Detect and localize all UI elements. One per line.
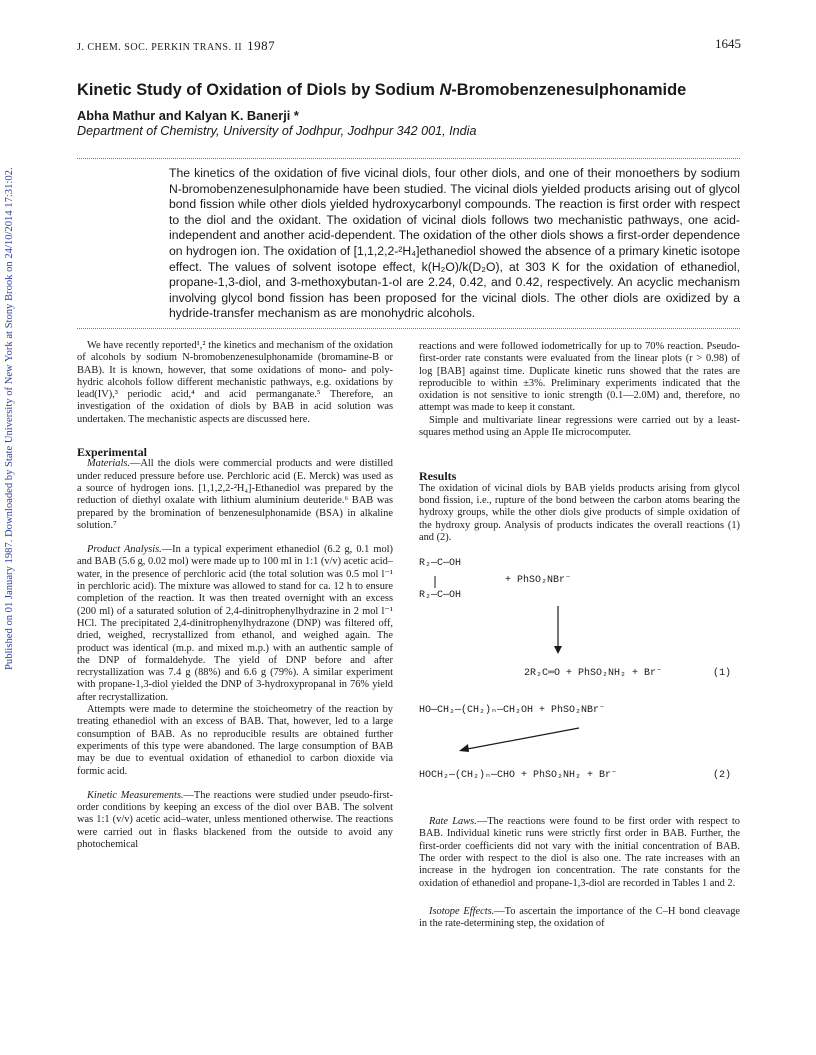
experimental-heading: Experimental: [77, 445, 147, 460]
equation-1-label: (1): [713, 668, 732, 680]
reagent-1: + PhSO₂NBr⁻: [505, 575, 572, 587]
divider-bottom: [77, 328, 740, 329]
equation-2-label: (2): [713, 770, 732, 782]
journal-year: 1987: [247, 38, 276, 53]
journal-name: J. CHEM. SOC. PERKIN TRANS. II: [77, 42, 243, 53]
left-column: [77, 340, 393, 851]
products-equation-1: 2R₂C═O + PhSO₂NH₂ + Br⁻: [524, 668, 663, 680]
stoicheometry-paragraph: Attempts were made to determine the stoicheometry of the reaction by treating ethanediol with an excess of BAB. That, however, led to a large consumption of BAB. As no reproducible results are obtained further experiments of this type were abandoned. The large consumption of BAB may be due to eventual oxidation of ethanediol to carbon dioxide via formic acid.: [77, 704, 393, 777]
article-title: Kinetic Study of Oxidation of Diols by Sodium N-Bromobenzenesulphonamide: [77, 81, 687, 99]
kinetic-measurements-paragraph: Kinetic Measurements.—The reactions were studied under pseudo-first-order conditions by keeping an excess of the diol over BAB. The solvent was 1:1 (v/v) acetic acid–water, unless mentioned otherwise. The reactions were carried out in flasks blackened from the outside to avoid any photochemical: [77, 789, 393, 850]
divider-top: [77, 158, 740, 159]
journal-citation: [77, 38, 275, 54]
author-list: Abha Mathur and Kalyan K. Banerji *: [77, 108, 299, 123]
materials-paragraph: Materials.—All the diols were commercial products and were distilled under reduced pressure before use. Perchloric acid (E. Merck) was used as a source of hydrogen ions. [1,1,2,2-²H₄]-Ethanediol was prepared by the reduction of diethyl oxalate with lithium aluminium deuteride.⁶ BAB was prepared by the bromination of benzenesulphonamide (BSA) in alkaline solution.⁷: [77, 458, 393, 531]
results-paragraph: The oxidation of vicinal diols by BAB yields products arising from glycol bond fission, i.e., rupture of the bond between the carbon atoms bearing the hydroxy groups, while the other diols give products of simple oxidation of the hydroxy group. Analysis of products indicates the overall reactions (1) and (2).: [419, 482, 740, 543]
rate-laws-paragraph: Rate Laws.—The reactions were found to be first order with respect to BAB. Individual kinetic runs were strictly first order in BAB. Further, the first-order coefficients did not vary with the initial concentration of BAB. The order with respect to the diol is also one. The rate increases with an increase in the hydrogen ion concentration. The rate constants for the oxidation of ethanediol and propane-1,3-diol are recorded in Tables 1 and 2.: [419, 816, 741, 889]
download-notice: Published on 01 January 1987. Downloaded by State University of New York at Stony Brook on 24/10/2014 17:31:02.: [4, 167, 15, 670]
abstract: The kinetics of the oxidation of five vicinal diols, four other diols, and one of their monoethers by sodium N-bromobenzenesulphonamide have been studied. The vicinal diols yielded products arising out of glycol bond fission while other diols yielded hydroxycarbonyl compounds. The reaction is first order with respect to the diol and the oxidant. The oxidation of vicinal diols follows two mechanistic pathways, one acid-independent and another acid-dependent. The oxidation of the other diols shows a first-order dependence on hydrogen ion. The oxidation of [1,1,2,2-²H₄]ethanediol showed the absence of a primary kinetic isotope effect. The values of solvent isotope effect, k(H₂O)/k(D₂O), at 303 K for the oxidation of ethanediol, propane-1,3-diol, and 3-methoxybutan-1-ol are 2.24, 0.42, and 0.42, respectively. An acyclic mechanism involving glycol bond fission has been proposed for the vicinal diols. The other diols are oxidized by a hydride-transfer mechanism as are monohydric alcohols.: [169, 166, 740, 321]
results-heading: Results: [419, 469, 457, 484]
affiliation: Department of Chemistry, University of Jodhpur, Jodhpur 342 001, India: [77, 124, 477, 138]
reaction-arrow-2-head: [459, 744, 469, 752]
products-equation-2: HOCH₂—(CH₂)ₙ—CHO + PhSO₂NH₂ + Br⁻: [419, 770, 618, 782]
regression-paragraph: Simple and multivariate linear regressions were carried out by a least-squares method using an Apple IIe microcomputer.: [419, 414, 740, 439]
reactant-equation-2: HO—CH₂—(CH₂)ₙ—CH₂OH + PhSO₂NBr⁻: [419, 705, 606, 717]
reaction-arrow-2-shaft: [462, 728, 579, 750]
diol-lower: R₂—C—OH: [419, 590, 462, 602]
intro-paragraph: We have recently reported¹,² the kinetics and mechanism of the oxidation of alcohols by sodium N-bromobenzenesulphonamide (bromamine-B or BAB). It is known, however, that some oxidations of mono- and poly-hydric alcohols follow different mechanistic pathways, e.g. oxidations by lead(IV),³ periodic acid,⁴ and acid permanganate.⁵ Therefore, an investigation of the oxidation of diols by BAB in acid solution was undertaken. The mechanistic aspects are discussed here.: [77, 340, 393, 425]
reaction-scheme: [419, 554, 740, 804]
right-column: [419, 341, 740, 931]
continuation-paragraph: reactions and were followed iodometrically for up to 70% reaction. Pseudo-first-order rate constants were evaluated from the linear plots (r > 0.98) of log [BAB] against time. Duplicate kinetic runs showed that the rates are reproducible to within ±3%. Preliminary experiments indicated that the oxidation is not sensitive to ionic strength (0.1—2.0M) and, therefore, no attempt was made to keep it constant.: [419, 341, 740, 414]
page-number: 1645: [715, 36, 741, 51]
download-watermark: [4, 150, 18, 670]
product-analysis-paragraph: Product Analysis.—In a typical experiment ethanediol (6.2 g, 0.1 mol) and BAB (5.6 g, 0.02 mol) were made up to 100 ml in 1:1 (v/v) acetic acid–water, in the presence of perchloric acid (the total solution was 0.5 mol l⁻¹ in perchloric acid). The mixture was allowed to stand for ca. 12 h to ensure completion of the reaction. It was then treated overnight with an excess (200 ml) of a saturated solution of 2,4-dinitrophenylhydrazine in 2 mol l⁻¹ HCl. The precipitated 2,4-dinitrophenylhydrazone (DNP) was filtered off, dried, weighed, recrystallized from ethanol, and weighed again. The product was identical (m.p. and mixed m.p.) with an authentic sample of the DNP of formaldehyde. The yield of DNP before and after recrystallization was 7.4 g (88%) and 6.6 g (79%). A similar experiment with propane-1,3-diol yielded the DNP of 3-hydroxypropanal in 76% yield after recrystallization.: [77, 544, 393, 703]
reaction-arrow-head: [554, 646, 562, 654]
diol-upper: R₂—C—OH: [419, 558, 462, 570]
isotope-effects-paragraph: Isotope Effects.—To ascertain the importance of the C–H bond cleavage in the rate-determining step, the oxidation of: [419, 905, 741, 930]
running-header: [77, 36, 741, 52]
